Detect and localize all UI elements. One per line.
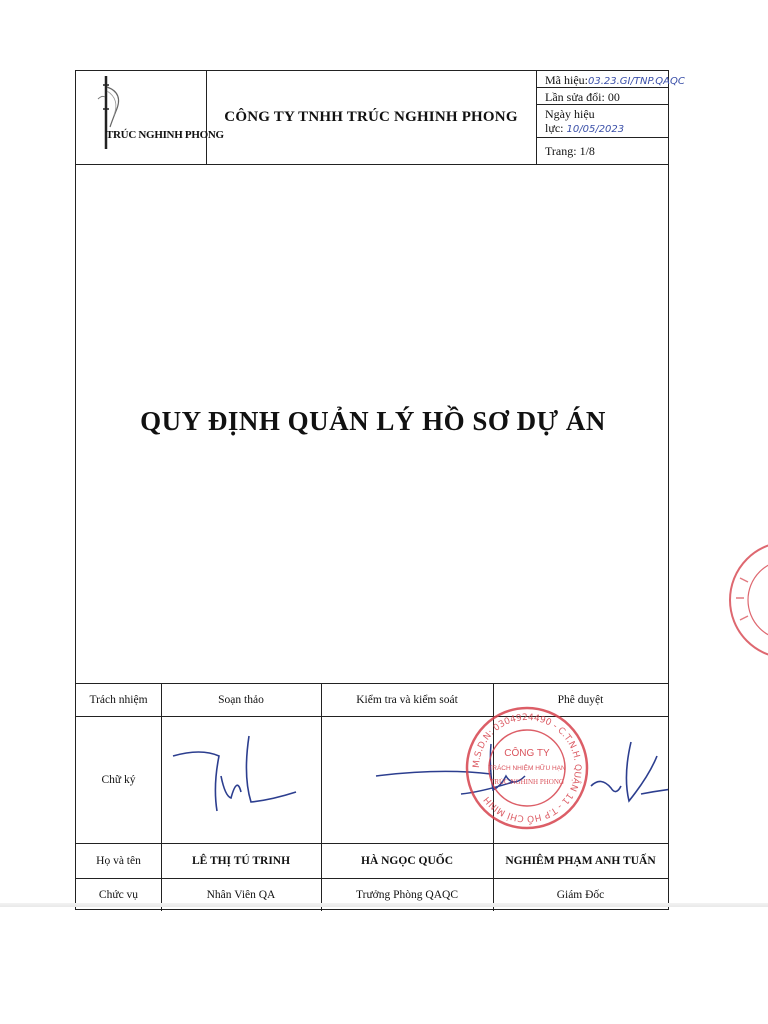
header-approved: Phê duyệt [557, 693, 604, 706]
edge-stamp-icon [726, 538, 768, 668]
page-number: Trang: 1/8 [545, 144, 595, 158]
code-label: Mã hiệu: [545, 73, 588, 87]
meta-row-line [536, 137, 668, 138]
stamp-line-2: TRÁCH NHIỆM HỮU HẠN [488, 765, 566, 772]
reviewer-position: Trưởng Phòng QAQC [356, 888, 458, 901]
company-name: CÔNG TY TNHH TRÚC NGHINH PHONG [224, 109, 518, 125]
approver-name: NGHIÊM PHẠM ANH TUẤN [505, 854, 656, 867]
drafter-name: LÊ THỊ TÚ TRINH [191, 854, 291, 867]
code-value: 03.23.GI/TNP.QAQC [588, 76, 685, 87]
position-label: Chức vụ [98, 888, 139, 901]
drafter-position: Nhân Viên QA [206, 888, 276, 901]
effective-label: Ngày hiệu [545, 107, 595, 121]
seal-icon [463, 704, 591, 832]
scan-artifact [0, 903, 768, 907]
document-title: QUY ĐỊNH QUẢN LÝ HỒ SƠ DỰ ÁN [140, 406, 606, 436]
approver-position: Giám Đốc [556, 888, 605, 901]
header-meta-divider [536, 71, 537, 164]
document-frame [75, 70, 685, 910]
company-stamp [463, 704, 591, 832]
name-label: Họ và tên [96, 854, 141, 867]
header-responsibility: Trách nhiệm [89, 693, 148, 706]
signature-label: Chữ ký [101, 773, 136, 786]
stamp-line-3: TRÚC NGHINH PHONG [490, 778, 564, 786]
approver-signature [591, 742, 668, 801]
bamboo-logo-icon [76, 71, 206, 164]
effective-label-2: lực: [545, 121, 564, 135]
effective-date [545, 121, 624, 136]
signatures-layer [161, 716, 668, 843]
header-drafted: Soạn thảo [218, 693, 264, 706]
company-logo [76, 71, 224, 164]
effective-date-value: 10/05/2023 [566, 124, 625, 135]
drafter-signature [173, 736, 296, 811]
revision-number: Lần sửa đổi: 00 [545, 90, 620, 104]
stamp-line-1: CÔNG TY [504, 748, 550, 759]
stamp-outer-text: M.S.D.N: 0304924490 - C.T.N.H. QUẬN 11 - T.P HỒ CHÍ MINH [471, 712, 583, 824]
header-reviewed: Kiểm tra và kiểm soát [356, 693, 458, 706]
document-code [545, 73, 685, 88]
reviewer-name: HÀ NGỌC QUỐC [361, 854, 453, 867]
logo-text: TRÚC NGHINH PHONG [106, 129, 224, 141]
header-divider [76, 164, 668, 165]
